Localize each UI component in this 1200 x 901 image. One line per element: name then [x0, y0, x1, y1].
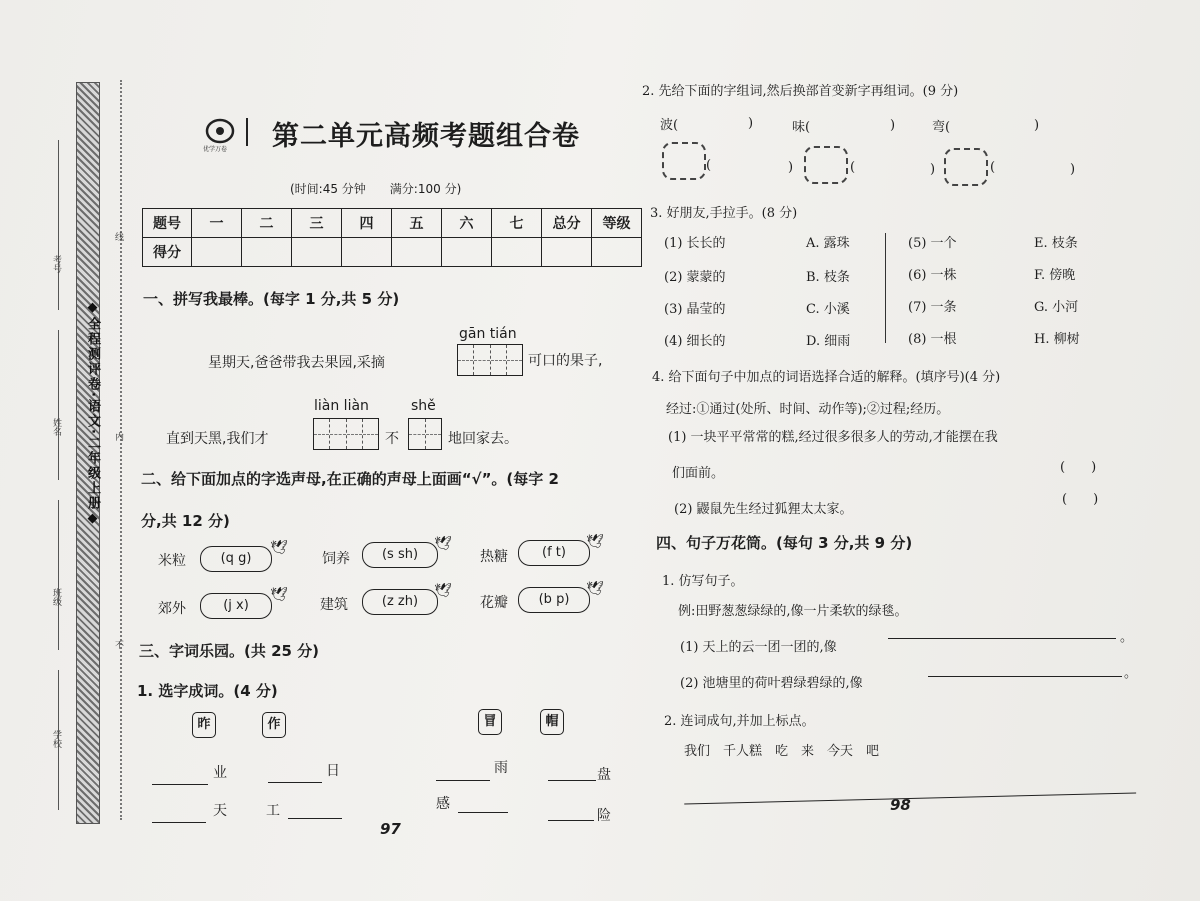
score-header-cell: 等级 [592, 209, 642, 238]
blank-prefix: 工 [266, 803, 280, 819]
word-list: 我们 千人糕 吃 来 今天 吧 [684, 744, 880, 759]
score-input-cell[interactable] [542, 238, 592, 267]
match-left-option[interactable]: D. 细雨 [806, 334, 851, 349]
q4-prompt: 4. 给下面句子中加点的词语选择合适的解释。(填序号)(4 分) [652, 370, 1001, 385]
radical-box[interactable] [662, 142, 706, 180]
side-label-school: 学校 [51, 730, 61, 748]
answer-blank[interactable] [458, 796, 508, 813]
score-input-cell[interactable] [192, 238, 242, 267]
answer-paren[interactable]: ( ) [1062, 492, 1099, 507]
match-left-item[interactable]: (2) 蒙蒙的 [664, 270, 726, 285]
match-right-item[interactable]: (7) 一条 [908, 300, 957, 315]
match-left-item[interactable]: (4) 细长的 [664, 334, 726, 349]
sentence1-end: 可口的果子, [528, 353, 603, 369]
score-header-cell: 题号 [143, 209, 192, 238]
blank-suffix: 险 [597, 808, 611, 824]
score-header-cell: 总分 [542, 209, 592, 238]
q2-paren: ) [930, 162, 936, 177]
blank-suffix: 雨 [494, 760, 508, 776]
score-input-cell[interactable] [242, 238, 292, 267]
bird-icon: 🕊 [434, 583, 452, 599]
match-right-item[interactable]: (5) 一个 [908, 236, 957, 251]
initials-option[interactable]: (f t) [518, 540, 590, 566]
imitate-sentence-1: (1) 天上的云一团一团的,像 [680, 640, 837, 655]
exam-info: (时间:45 分钟 满分:100 分) [290, 182, 462, 196]
score-header-cell: 三 [292, 209, 342, 238]
q2-prompt: 2. 先给下面的字组词,然后换部首变新字再组词。(9 分) [642, 84, 959, 99]
q2-paren: ) [1070, 162, 1076, 177]
score-header-cell: 二 [242, 209, 292, 238]
publisher-logo-icon [205, 118, 235, 146]
section1-heading: 一、拼写我最棒。(每字 1 分,共 5 分) [143, 290, 400, 308]
logo-caption: 优学万卷 [203, 146, 228, 153]
answer-blank[interactable] [152, 806, 206, 823]
match-right-item[interactable]: (6) 一株 [908, 268, 957, 283]
radical-box[interactable] [804, 146, 848, 184]
score-header-cell: 五 [392, 209, 442, 238]
initials-option[interactable]: (j x) [200, 593, 272, 619]
match-left-option[interactable]: C. 小溪 [806, 302, 850, 317]
side-label-exam-number: 考号 [51, 255, 61, 273]
page-number-left: 97 [380, 820, 401, 838]
end-mark: 。 [1120, 630, 1134, 645]
match-left-item[interactable]: (3) 晶莹的 [664, 302, 726, 317]
match-right-option[interactable]: F. 傍晚 [1034, 268, 1076, 283]
blank-suffix: 盘 [597, 767, 611, 783]
score-table [142, 208, 642, 267]
section4-q1: 1. 仿写句子。 [662, 574, 744, 589]
q2-paren: ) [890, 118, 896, 133]
side-line [58, 140, 59, 310]
sentence2-end: 地回家去。 [448, 431, 518, 447]
initials-option[interactable]: (z zh) [362, 589, 438, 615]
title-divider [246, 118, 248, 146]
bird-icon: 🕊 [270, 540, 288, 556]
blank-suffix: 业 [213, 765, 227, 781]
writing-grid-she[interactable] [408, 418, 442, 450]
q2-paren-open: ( [706, 158, 712, 173]
answer-blank[interactable] [268, 766, 322, 783]
binding-strip-text: ◆全程测评卷·语文·二年级上册◆ [85, 300, 100, 528]
score-header-cell: 六 [442, 209, 492, 238]
answer-blank[interactable] [548, 804, 594, 821]
section4-heading: 四、句子万花筒。(每句 3 分,共 9 分) [656, 534, 913, 552]
char-choice: 帽 [540, 709, 564, 735]
score-header-cell: 四 [342, 209, 392, 238]
score-input-cell[interactable] [292, 238, 342, 267]
q2-char: 波( [660, 118, 679, 133]
writing-grid-gantian[interactable] [457, 344, 523, 376]
q4-definition: 经过:①通过(处所、时间、动作等);②过程;经历。 [666, 402, 950, 417]
blank-prefix: 感 [436, 796, 450, 812]
match-right-option[interactable]: E. 枝条 [1034, 236, 1078, 251]
sentence-blank-1[interactable] [888, 622, 1116, 639]
q2-paren-open: ( [990, 160, 996, 175]
answer-blank[interactable] [288, 802, 342, 819]
page-title: 第二单元高频考题组合卷 [272, 121, 580, 152]
imitate-sentence-2: (2) 池塘里的荷叶碧绿碧绿的,像 [680, 676, 863, 691]
side-label-class: 班级 [51, 588, 61, 606]
section2-heading: 二、给下面加点的字选声母,在正确的声母上面画“√”。(每字 2 [141, 470, 559, 488]
score-input-cell[interactable] [392, 238, 442, 267]
answer-paren[interactable]: ( ) [1060, 460, 1097, 475]
match-right-item[interactable]: (8) 一根 [908, 332, 957, 347]
answer-blank[interactable] [548, 764, 596, 781]
initials-word: 建筑 [320, 597, 348, 613]
score-input-cell[interactable] [442, 238, 492, 267]
initials-word: 花瓣 [480, 595, 508, 611]
q2-paren: ) [788, 160, 794, 175]
writing-grid-lianlian[interactable] [313, 418, 379, 450]
initials-word: 米粒 [158, 553, 186, 569]
sentence2-mid: 不 [385, 431, 399, 447]
match-right-option[interactable]: G. 小河 [1034, 300, 1079, 315]
end-mark: 。 [1124, 666, 1138, 681]
seal-dotted-line [120, 80, 122, 820]
blank-suffix: 日 [326, 763, 340, 779]
sentence2-start: 直到天黑,我们才 [166, 431, 269, 447]
initials-word: 饲养 [322, 551, 350, 567]
seal-char: 不 [113, 640, 123, 649]
section3-heading: 三、字词乐园。(共 25 分) [139, 642, 320, 660]
initials-word: 热糖 [480, 549, 508, 565]
answer-blank[interactable] [152, 768, 208, 785]
answer-blank[interactable] [436, 764, 490, 781]
radical-box[interactable] [944, 148, 988, 186]
initials-word: 郊外 [158, 601, 186, 617]
bird-icon: 🕊 [270, 587, 288, 603]
match-left-option[interactable]: B. 枝条 [806, 270, 850, 285]
char-choice: 作 [262, 712, 286, 738]
match-right-option[interactable]: H. 柳树 [1034, 332, 1080, 347]
section2-heading-cont: 分,共 12 分) [141, 512, 230, 530]
bird-icon: 🕊 [434, 536, 452, 552]
q2-char: 味( [792, 120, 811, 135]
initials-option[interactable]: (q g) [200, 546, 272, 572]
initials-option[interactable]: (b p) [518, 587, 590, 613]
section3-q1: 1. 选字成词。(4 分) [137, 682, 278, 700]
seal-char: 线 [113, 232, 123, 241]
initials-option[interactable]: (s sh) [362, 542, 438, 568]
q3-prompt: 3. 好朋友,手拉手。(8 分) [650, 206, 798, 221]
bird-icon: 🕊 [586, 581, 604, 597]
example-sentence: 例:田野葱葱绿绿的,像一片柔软的绿毯。 [678, 604, 908, 619]
score-input-cell[interactable] [592, 238, 642, 267]
score-input-cell[interactable] [492, 238, 542, 267]
char-choice: 昨 [192, 712, 216, 738]
q2-char: 弯( [932, 120, 951, 135]
blank-suffix: 天 [213, 803, 227, 819]
score-header-cell: 七 [492, 209, 542, 238]
sentence-blank-2[interactable] [928, 660, 1122, 677]
section4-q2: 2. 连词成句,并加上标点。 [664, 714, 815, 729]
side-line [58, 500, 59, 650]
match-left-option[interactable]: A. 露珠 [806, 236, 850, 251]
pinyin-gantian: gān tián [459, 326, 517, 342]
match-divider [885, 233, 886, 343]
q4-sentence2: (2) 鼹鼠先生经过狐狸太太家。 [674, 502, 853, 517]
score-header-cell: 一 [192, 209, 242, 238]
score-input-cell[interactable] [342, 238, 392, 267]
page-number-right: 98 [890, 796, 911, 814]
sentence1-start: 星期天,爸爸带我去果园,采摘 [208, 355, 385, 371]
side-label-name: 姓名 [51, 418, 61, 436]
q2-paren: ) [1034, 118, 1040, 133]
pinyin-lianlian: liàn liàn [314, 398, 369, 414]
match-left-item[interactable]: (1) 长长的 [664, 236, 726, 251]
q2-paren: ) [748, 116, 754, 131]
q4-sentence1: (1) 一块平平常常的糕,经过很多很多人的劳动,才能摆在我 [668, 430, 998, 445]
pinyin-she: shě [411, 398, 436, 414]
char-choice: 冒 [478, 709, 502, 735]
bird-icon: 🕊 [586, 534, 604, 550]
score-row-label: 得分 [143, 238, 192, 267]
seal-char: 内 [113, 432, 123, 441]
q4-sentence1-cont: 们面前。 [672, 466, 725, 481]
q2-paren-open: ( [850, 160, 856, 175]
side-line [58, 330, 59, 480]
